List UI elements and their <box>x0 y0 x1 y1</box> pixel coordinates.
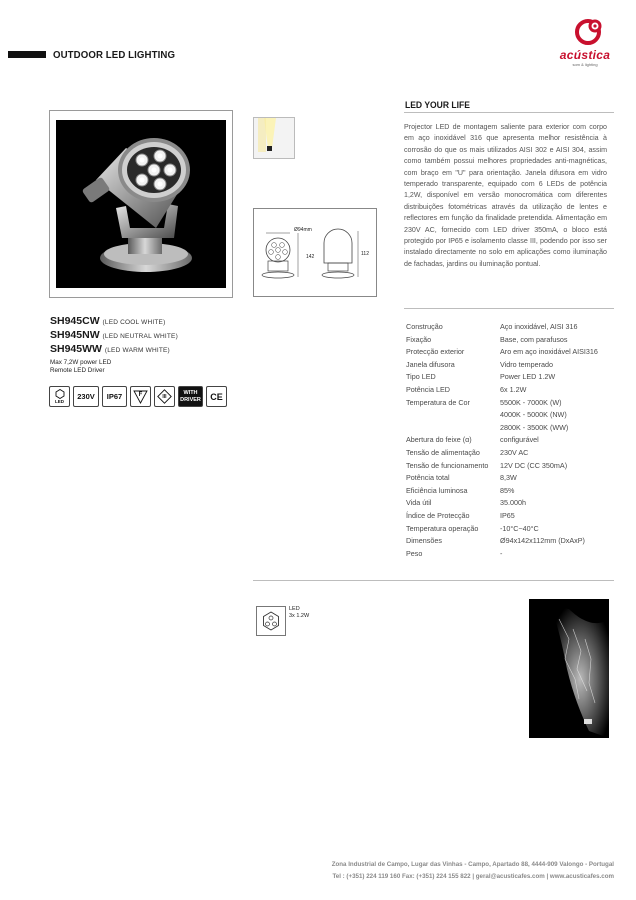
spec-table <box>406 321 616 560</box>
spec-row <box>406 359 616 372</box>
model-variant: (LED NEUTRAL WHITE) <box>102 333 178 340</box>
led-config-line1: LED <box>289 606 300 612</box>
spec-row <box>406 510 616 523</box>
spec-value: 35.000h <box>500 498 526 508</box>
spec-value: 5500K - 7000K (W) <box>500 397 562 407</box>
ce-mark-icon: CE <box>206 386 227 407</box>
spec-key: Dimensões <box>406 536 442 546</box>
spec-key: Temperatura operação <box>406 523 479 533</box>
model-neutral-white <box>50 329 178 343</box>
dim-depth: 112 <box>361 251 369 257</box>
spec-key: Tensão de funcionamento <box>406 460 489 470</box>
model-list <box>50 315 178 357</box>
spec-row <box>406 409 616 422</box>
note-driver: Remote LED Driver <box>50 367 105 374</box>
spec-key: Fixação <box>406 334 432 344</box>
section-rule <box>404 112 614 113</box>
led-config-text <box>289 606 309 620</box>
led-icon: LED <box>49 386 70 407</box>
spec-row <box>406 371 616 384</box>
spec-key: Potência total <box>406 473 450 483</box>
spec-row <box>406 434 616 447</box>
spec-key: Índice de Protecção <box>406 510 470 520</box>
model-cool-white <box>50 315 178 329</box>
spec-value: 2800K - 3500K (WW) <box>500 422 569 432</box>
spec-key <box>406 409 500 422</box>
page-title: OUTDOOR LED LIGHTING <box>53 49 176 61</box>
f-mark-icon: F <box>130 386 151 407</box>
spec-key: Peso <box>406 548 423 558</box>
spec-key: Tensão de alimentação <box>406 447 480 457</box>
spec-row <box>406 523 616 536</box>
beam-angle-thumbnail <box>253 117 295 159</box>
spec-value: Vidro temperado <box>500 359 554 369</box>
section-title: LED YOUR LIFE <box>405 100 470 110</box>
spec-row <box>406 422 616 435</box>
spec-row <box>406 334 616 347</box>
spec-value: - <box>500 548 503 558</box>
model-code: SH945NW <box>50 329 100 341</box>
spec-row <box>406 447 616 460</box>
footer-address: Zona Industrial de Campo, Lugar das Vinhas - Campo, Apartado 88, 4444-909 Valongo - Portugal <box>331 861 614 868</box>
spec-value: -10°C~40°C <box>500 523 539 533</box>
ip-rating-icon: IP67 <box>102 386 127 407</box>
dim-height: 142 <box>306 254 315 260</box>
brand-tagline: som & lighting <box>572 62 598 67</box>
spec-value: 85% <box>500 485 515 495</box>
spec-row <box>406 460 616 473</box>
bottom-rule <box>253 580 614 581</box>
spec-key: Protecção exterior <box>406 347 465 357</box>
model-warm-white <box>50 343 178 357</box>
voltage-icon: 230V <box>73 386 99 407</box>
model-variant: (LED COOL WHITE) <box>102 319 166 326</box>
spec-value: 4000K - 5000K (NW) <box>500 410 567 420</box>
product-photo-frame <box>49 110 233 298</box>
with-driver-icon: WITH DRIVER <box>178 386 203 407</box>
spec-key: Construção <box>406 322 443 331</box>
spec-row <box>406 485 616 498</box>
spec-key: Temperatura de Cor <box>406 397 470 407</box>
spec-row <box>406 535 616 548</box>
model-code: SH945WW <box>50 343 102 355</box>
header-bar <box>8 51 46 58</box>
spec-value: 8,3W <box>500 473 517 483</box>
spec-key: Janela difusora <box>406 359 455 369</box>
spec-value: Ø94x142x112mm (DxAxP) <box>500 536 585 546</box>
spec-row <box>406 321 616 334</box>
spec-row <box>406 384 616 397</box>
product-photo <box>56 120 226 288</box>
spec-value: Base, com parafusos <box>500 334 568 344</box>
model-variant: (LED WARM WHITE) <box>104 347 170 354</box>
spec-value: configurável <box>500 435 539 445</box>
spec-key <box>406 422 500 435</box>
spec-key: Eficiência luminosa <box>406 485 468 495</box>
brand-name: acústica <box>559 48 611 62</box>
specs-rule <box>404 308 614 309</box>
spec-value: IP65 <box>500 510 515 520</box>
spec-value: Aro em aço inoxidável AISI316 <box>500 347 598 357</box>
spec-row <box>406 497 616 510</box>
dim-diameter: Ø94mm <box>294 227 312 233</box>
spec-row <box>406 397 616 410</box>
led-config-line2: 3x 1.2W <box>289 613 310 619</box>
certification-icons <box>49 386 227 407</box>
spec-key: Abertura do feixe (α) <box>406 435 472 445</box>
led-config-icon <box>256 606 286 636</box>
note-power: Max 7,2W power LED <box>50 359 112 366</box>
class-iii-icon: III <box>154 386 175 407</box>
product-notes <box>50 359 111 375</box>
spec-key: Potência LED <box>406 384 450 394</box>
technical-drawing <box>253 208 377 297</box>
spec-value: 230V AC <box>500 447 529 457</box>
spec-value: 12V DC (CC 350mA) <box>500 460 568 470</box>
spec-key: Vida útil <box>406 498 432 508</box>
spec-value: Aço inoxidável, AISI 316 <box>500 322 578 331</box>
spec-row <box>406 472 616 485</box>
spec-row <box>406 346 616 359</box>
product-description: Projector LED de montagem saliente para exterior com corpo em aço inoxidável 316 que apresenta melhor resistência à corrosão do que os mais utilizados AISI 302 e AISI 304, assim como também possui melhores propriedades anti-magnéticas, com braço em "U" para orientação. Janela difusora em vidro temperado transparente, equipado com 6 LEDs de potência 1,2W, disponível em versão monocromática com diferentes distribuições fotométricas através da utilização de lentes e reflectores em função da finalidade pretendida. Alimentação em 230V AC, fornecido com LED driver 350mA, o bloco está protegido por IP65 e isolamento classe III, podendo por isso ser instalado directamente no solo em aplicações como iluminação de fachadas, jardins ou iluminação pontual. <box>404 123 607 268</box>
model-code: SH945CW <box>50 315 100 327</box>
spec-key: Tipo LED <box>406 372 436 382</box>
spec-value: Power LED 1.2W <box>500 372 556 382</box>
spec-value: 6x 1.2W <box>500 384 527 394</box>
application-photo <box>529 599 609 738</box>
footer-contacts: Tel : (+351) 224 119 160 Fax: (+351) 224 155 822 | geral@acusticafes.com | www.acusticafes.com <box>332 873 614 880</box>
spec-row <box>406 548 616 561</box>
